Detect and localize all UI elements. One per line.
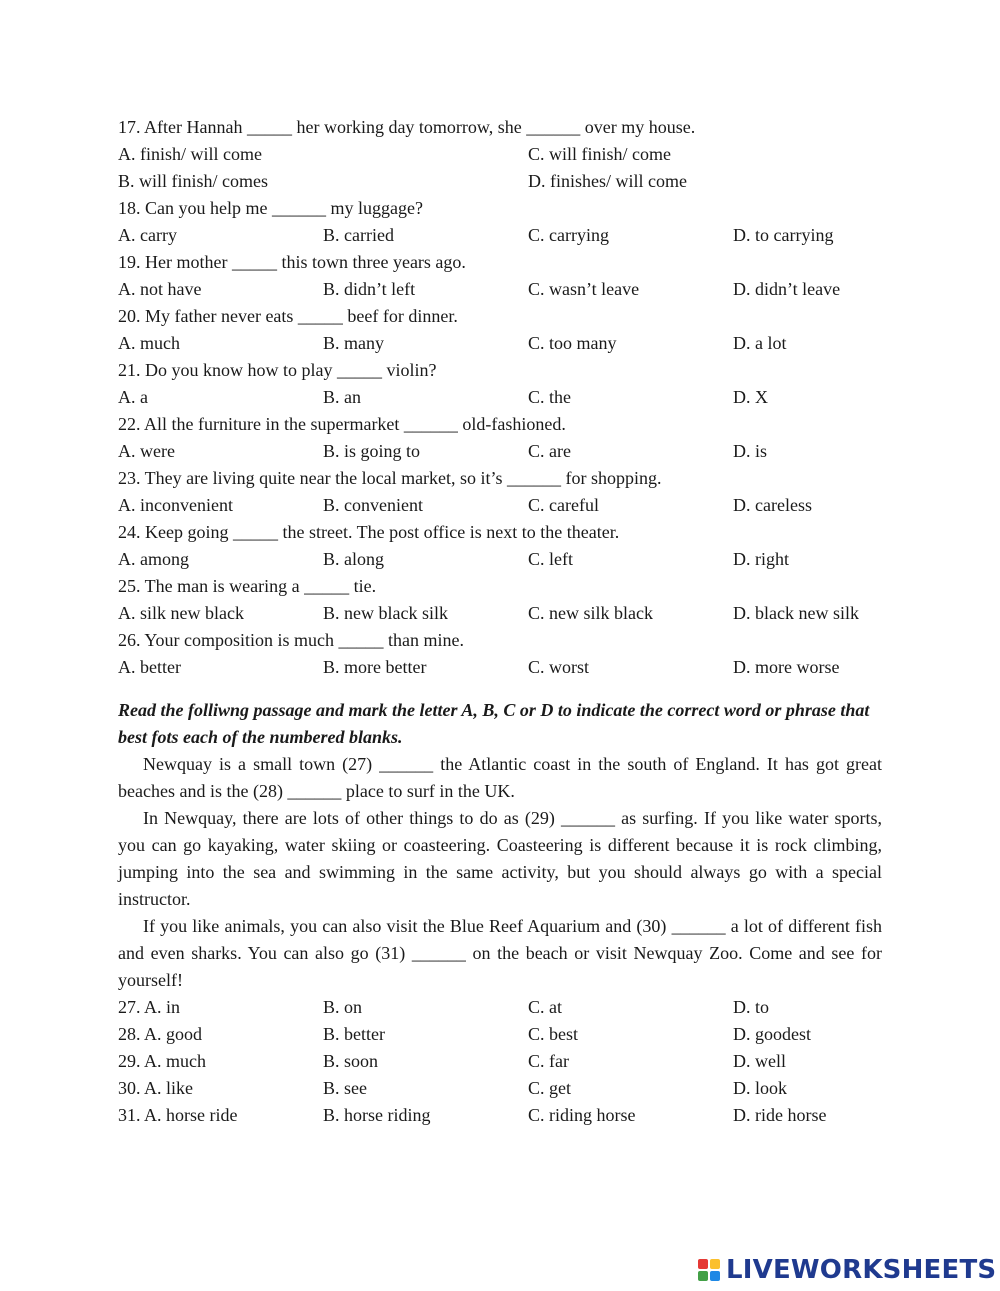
options-row <box>118 492 882 519</box>
question-stem: 25. The man is wearing a _____ tie. <box>118 576 377 596</box>
option[interactable]: 29. A. much <box>118 1051 206 1071</box>
option[interactable]: C. far <box>528 1051 569 1071</box>
question-stem: 26. Your composition is much _____ than mine. <box>118 630 464 650</box>
question-stem: 20. My father never eats _____ beef for dinner. <box>118 306 458 326</box>
logo-text: LIVEWORKSHEETS <box>726 1255 997 1285</box>
option[interactable]: B. an <box>323 387 361 407</box>
option[interactable]: A. carry <box>118 225 177 245</box>
logo-square-red <box>698 1259 708 1269</box>
options-row <box>118 330 882 357</box>
option[interactable]: B. is going to <box>323 441 421 461</box>
option[interactable]: 28. A. good <box>118 1024 203 1044</box>
options-row <box>118 276 882 303</box>
option[interactable]: B. carried <box>323 225 394 245</box>
option[interactable]: B. convenient <box>323 495 423 515</box>
option[interactable]: A. silk new black <box>118 603 244 623</box>
option[interactable]: D. well <box>733 1051 786 1071</box>
option[interactable]: C. get <box>528 1078 571 1098</box>
worksheet-page <box>118 114 882 1129</box>
question-stem: 19. Her mother _____ this town three years ago. <box>118 252 466 272</box>
question-stem: 21. Do you know how to play _____ violin? <box>118 360 437 380</box>
option[interactable]: A. better <box>118 657 181 677</box>
options-row <box>118 438 882 465</box>
option[interactable]: A. much <box>118 333 180 353</box>
question-stem: 22. All the furniture in the supermarket ______ old-fashioned. <box>118 414 566 434</box>
option[interactable]: C. carrying <box>528 225 609 245</box>
passage-question-row <box>118 1021 882 1048</box>
passage-question-row <box>118 1048 882 1075</box>
option[interactable]: C. worst <box>528 657 590 677</box>
question-stem: 23. They are living quite near the local market, so it’s ______ for shopping. <box>118 468 662 488</box>
option[interactable]: D. to <box>733 997 769 1017</box>
option[interactable]: B. see <box>323 1078 367 1098</box>
option[interactable]: C. wasn’t leave <box>528 279 640 299</box>
logo-square-blue <box>710 1271 720 1281</box>
option[interactable]: D. right <box>733 549 789 569</box>
option[interactable]: B. new black silk <box>323 603 448 623</box>
option[interactable]: C. riding horse <box>528 1105 636 1125</box>
option[interactable]: C. best <box>528 1024 579 1044</box>
question-stem: 17. After Hannah _____ her working day tomorrow, she ______ over my house. <box>118 117 696 137</box>
option[interactable]: B. didn’t left <box>323 279 416 299</box>
option[interactable]: D. X <box>733 387 768 407</box>
option[interactable]: A. inconvenient <box>118 495 233 515</box>
question-stem: 24. Keep going _____ the street. The post office is next to the theater. <box>118 522 620 542</box>
options-row <box>118 222 882 249</box>
passage-question-row <box>118 1075 882 1102</box>
option[interactable]: C. the <box>528 387 571 407</box>
option[interactable]: A. were <box>118 441 175 461</box>
options-row <box>118 384 882 411</box>
option[interactable]: D. to carrying <box>733 225 834 245</box>
option[interactable]: C. at <box>528 997 562 1017</box>
option[interactable]: 30. A. like <box>118 1078 193 1098</box>
option[interactable]: C. are <box>528 441 571 461</box>
option[interactable]: D. is <box>733 441 768 461</box>
logo-square-green <box>698 1271 708 1281</box>
option[interactable]: D. ride horse <box>733 1105 827 1125</box>
option[interactable]: D. look <box>733 1078 787 1098</box>
passage-question-row <box>118 1102 882 1129</box>
option[interactable]: C. will finish/ come <box>528 144 671 164</box>
option[interactable]: D. goodest <box>733 1024 811 1044</box>
option[interactable]: 31. A. horse ride <box>118 1105 238 1125</box>
options-row <box>118 141 882 168</box>
passage-paragraph: Newquay is a small town (27) ______ the Atlantic coast in the south of England. It has got great beaches and is the (28) ______ place to surf in the UK. <box>118 754 882 801</box>
option[interactable]: B. horse riding <box>323 1105 431 1125</box>
option[interactable]: B. more better <box>323 657 427 677</box>
passage-paragraph: In Newquay, there are lots of other things to do as (29) ______ as surfing. If you like water sports, you can go kayaking, water skiing or coasteering. Coasteering is different because it is rock climbing, jumping into the sea and swimming in the same activity, but you should always go with a special instructor. <box>118 808 882 909</box>
reading-instruction: Read the folliwng passage and mark the letter A, B, C or D to indicate the correct word or phrase that best fots each of the numbered blanks. <box>118 700 870 747</box>
option[interactable]: D. more worse <box>733 657 840 677</box>
option[interactable]: D. black new silk <box>733 603 859 623</box>
option[interactable]: B. will finish/ comes <box>118 171 268 191</box>
option[interactable]: 27. A. in <box>118 997 181 1017</box>
option[interactable]: D. didn’t leave <box>733 279 841 299</box>
options-row <box>118 600 882 627</box>
logo-square-yellow <box>710 1259 720 1269</box>
option[interactable]: A. finish/ will come <box>118 144 262 164</box>
passage-question-row <box>118 994 882 1021</box>
option[interactable]: A. a <box>118 387 148 407</box>
option[interactable]: A. not have <box>118 279 202 299</box>
question-stem: 18. Can you help me ______ my luggage? <box>118 198 423 218</box>
option[interactable]: C. new silk black <box>528 603 653 623</box>
option[interactable]: D. a lot <box>733 333 787 353</box>
option[interactable]: B. many <box>323 333 384 353</box>
option[interactable]: A. among <box>118 549 189 569</box>
options-row <box>118 168 882 195</box>
option[interactable]: B. soon <box>323 1051 379 1071</box>
options-row <box>118 546 882 573</box>
option[interactable]: B. on <box>323 997 363 1017</box>
option[interactable]: B. along <box>323 549 384 569</box>
option[interactable]: B. better <box>323 1024 385 1044</box>
option[interactable]: C. left <box>528 549 573 569</box>
option[interactable]: C. careful <box>528 495 599 515</box>
option[interactable]: D. careless <box>733 495 812 515</box>
passage-paragraph: If you like animals, you can also visit the Blue Reef Aquarium and (30) ______ a lot of different fish and even sharks. You can also go (31) ______ on the beach or visit Newquay Zoo. Come and see for yourself! <box>118 916 882 990</box>
options-row <box>118 654 882 681</box>
liveworksheets-logo <box>698 1254 997 1286</box>
option[interactable]: D. finishes/ will come <box>528 171 687 191</box>
liveworksheets-logo-icon <box>698 1259 720 1281</box>
option[interactable]: C. too many <box>528 333 617 353</box>
